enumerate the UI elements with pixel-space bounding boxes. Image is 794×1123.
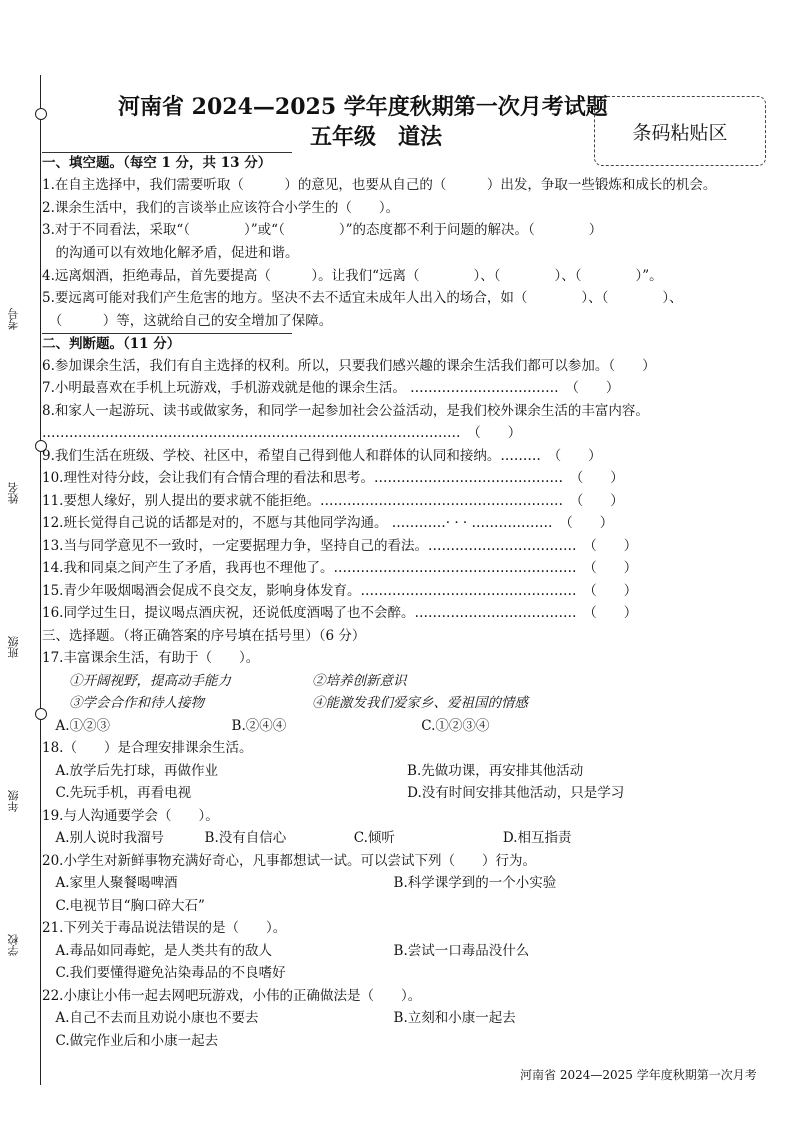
option-line: ①开阔视野，提高动手能力 ②培养创新意识: [42, 673, 407, 689]
option-line: C.电视节目“胸口碎大石”: [42, 898, 205, 914]
margin-label-class: 班级: [7, 636, 20, 658]
question-line: 20.小学生对新鲜事物充满好奇心，凡事都想试一试。可以尝试下列（ ）行为。: [42, 853, 536, 869]
question-line: 12.班长觉得自己说的话都是对的，不愿与其他同学沟通。 …………· · · ……………… （ ）: [42, 515, 614, 531]
question-line: 1.在自主选择中，我们需要听取（ ）的意见，也要从自己的（ ）出发，争取一些锻炼和成长的机会。: [42, 177, 717, 193]
section-rule: [42, 333, 292, 334]
section-heading-judgment: 二、判断题。（11 分）: [42, 336, 181, 352]
binding-line: [40, 75, 41, 1085]
exam-title: 河南省 2024—2025 学年度秋期第一次月考试题: [118, 94, 608, 120]
question-line: 10.理性对待分歧，会让我们有合情合理的看法和思考。…………………………………… （ ）: [42, 470, 624, 486]
margin-label-grade: 年级: [7, 790, 20, 812]
option-line: A.①②③ B.②④④ C.①②③④: [42, 718, 490, 734]
question-line: 9.我们生活在班级、学校、社区中，希望自己得到他人和群体的认同和接纳。……… （ ）: [42, 448, 602, 464]
margin-label-name: 姓名: [7, 482, 20, 504]
question-line: 11.要想人缘好，别人提出的要求就不能拒绝。……………………………………………… （ ）: [42, 493, 624, 509]
option-line: ③学会合作和待人接物 ④能激发我们爱家乡、爱祖国的情感: [42, 695, 528, 711]
section-heading-fill-in: 一、填空题。（每空 1 分，共 13 分）: [42, 155, 272, 171]
option-line: A.毒品如同毒蛇，是人类共有的敌人 B.尝试一口毒品没什么: [42, 943, 530, 959]
question-line: 2.课余生活中，我们的言谈举止应该符合小学生的（ ）。: [42, 200, 400, 216]
option-line: C.做完作业后和小康一起去: [42, 1033, 219, 1049]
section-rule: [42, 152, 292, 153]
margin-label-school: 学校: [7, 934, 20, 956]
question-line: （ ）等，这就给自己的安全增加了保障。: [42, 313, 333, 329]
margin-label-exam-no: 考号: [7, 308, 20, 330]
option-line: A.别人说时我溜号 B.没有自信心 C.倾听 D.相互指责: [42, 830, 572, 846]
question-line: 13.当与同学意见不一致时，一定要据理力争，坚持自己的看法。…………………………… （ ）: [42, 538, 638, 554]
option-line: C.我们要懂得避免沾染毒品的不良嗜好: [42, 965, 286, 981]
barcode-label: 条码粘贴区: [632, 121, 728, 144]
question-line: 21.下列关于毒品说法错误的是（ ）。: [42, 920, 287, 936]
question-line: 8.和家人一起游玩、读书或做家务，和同学一起参加社会公益活动，是我们校外课余生活的丰富内容。: [42, 403, 649, 419]
question-line: 的沟通可以有效地化解矛盾，促进和谐。: [42, 245, 299, 261]
question-line: ………………………………………………………………………………… （ ）: [42, 425, 522, 441]
exam-subtitle: 五年级 道法: [310, 124, 443, 150]
question-line: 19.与人沟通要学会（ ）。: [42, 808, 219, 824]
option-line: C.先玩手机，再看电视 D.没有时间安排其他活动，只是学习: [42, 785, 625, 801]
question-line: 16.同学过生日，提议喝点酒庆祝，还说低度酒喝了也不会醉。……………………………… （ ）: [42, 605, 638, 621]
option-line: A.自己不去而且劝说小康也不要去 B.立刻和小康一起去: [42, 1010, 516, 1026]
option-line: A.放学后先打球，再做作业 B.先做功课，再安排其他活动: [42, 763, 584, 779]
question-line: 7.小明最喜欢在手机上玩游戏，手机游戏就是他的课余生活。 …………………………… （ ）: [42, 380, 620, 396]
barcode-area: [594, 96, 766, 166]
question-line: 4.远离烟酒，拒绝毒品，首先要提高（ ）。让我们“远离（ ）、（ ）、（ ）”。: [42, 268, 663, 284]
question-line: 15.青少年吸烟喝酒会促成不良交友，影响身体发育。………………………………………… （ ）: [42, 583, 638, 599]
question-line: 6.参加课余生活，我们有自主选择的权利。所以，只要我们感兴趣的课余生活我们都可以参加。（ ）: [42, 358, 656, 374]
page-footer: 河南省 2024—2025 学年度秋期第一次月考: [520, 1068, 757, 1082]
question-line: 22.小康让小伟一起去网吧玩游戏，小伟的正确做法是（ ）。: [42, 988, 422, 1004]
option-line: A.家里人聚餐喝啤酒 B.科学课学到的一个小实验: [42, 875, 557, 891]
binding-hole: [35, 108, 47, 120]
question-line: 5.要远离可能对我们产生危害的地方。坚决不去不适宜未成年人出入的场合，如（ ）、（ ）、: [42, 290, 683, 306]
question-line: 18.（ ）是合理安排课余生活。: [42, 740, 253, 756]
question-line: 14.我和同桌之间产生了矛盾，我再也不理他了。……………………………………………… （ ）: [42, 560, 638, 576]
section-heading-choice: 三、选择题。（将正确答案的序号填在括号里）（6 分）: [42, 628, 366, 644]
question-line: 3.对于不同看法，采取“（ ）”或“（ ）”的态度都不利于问题的解决。（ ）: [42, 222, 603, 238]
question-line: 17.丰富课余生活，有助于（ ）。: [42, 650, 260, 666]
